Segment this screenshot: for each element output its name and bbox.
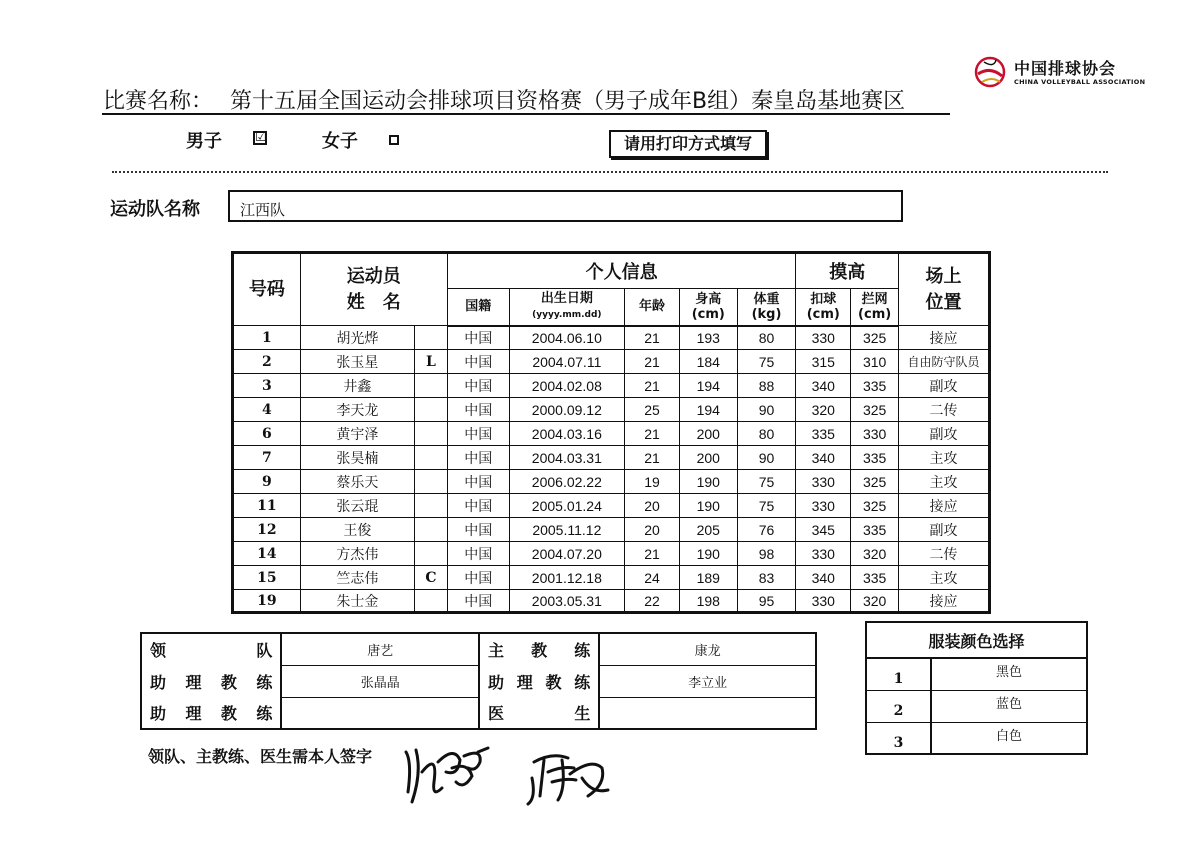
player-age: 20 [625, 518, 680, 542]
player-position: 主攻 [899, 470, 990, 494]
player-number: 15 [233, 566, 301, 590]
player-flag: L [415, 350, 448, 374]
asst-label-3: 教 [220, 672, 237, 692]
leader-label-a: 领 [150, 641, 167, 660]
header-reach: 摸高 [796, 253, 899, 289]
header-athlete [300, 253, 447, 326]
header-block [851, 289, 899, 326]
player-weight: 98 [737, 542, 796, 566]
player-height: 189 [679, 566, 737, 590]
player-nationality: 中国 [447, 398, 509, 422]
asst-label-right-3: 教 [545, 672, 562, 692]
player-block: 325 [851, 326, 899, 350]
male-checkbox[interactable]: ☑ [255, 130, 267, 145]
player-flag [415, 518, 448, 542]
player-weight: 76 [737, 518, 796, 542]
head-coach-label-1: 主 [487, 641, 504, 660]
header-birth-date-label: 出生日期 [540, 290, 593, 306]
player-height: 190 [679, 470, 737, 494]
player-block: 335 [851, 374, 899, 398]
header-height-unit: (cm) [691, 306, 725, 322]
player-spike: 330 [796, 470, 851, 494]
dotted-divider [112, 171, 1108, 173]
head-coach-label [479, 633, 599, 665]
player-name: 黄宇泽 [300, 422, 414, 446]
player-block: 325 [851, 398, 899, 422]
player-height: 194 [679, 398, 737, 422]
header-height [679, 289, 737, 326]
player-name: 王俊 [300, 518, 414, 542]
player-block: 310 [851, 350, 899, 374]
player-position: 二传 [899, 542, 990, 566]
team-name-label: 运动队名称 [110, 199, 200, 220]
player-height: 198 [679, 590, 737, 613]
header-birth-date-format: (yyyy.mm.dd) [532, 309, 602, 320]
player-block: 330 [851, 422, 899, 446]
header-weight-label: 体重 [753, 291, 780, 307]
header-position-line2: 位置 [925, 291, 962, 313]
player-weight: 75 [737, 470, 796, 494]
player-name: 井鑫 [300, 374, 414, 398]
header-spike-unit: (cm) [806, 306, 840, 322]
leader-name[interactable]: 唐艺 [281, 633, 479, 665]
head-coach-label-2: 教 [531, 641, 548, 660]
player-nationality: 中国 [447, 350, 509, 374]
asst-label-2: 理 [185, 672, 202, 692]
player-weight: 88 [737, 374, 796, 398]
player-name: 蔡乐天 [300, 470, 414, 494]
player-number: 2 [233, 350, 301, 374]
doctor-label-a: 医 [487, 704, 504, 723]
table-row [233, 326, 990, 350]
asst-coach-label-right [479, 665, 599, 697]
player-birth-date: 2006.02.22 [509, 470, 625, 494]
player-birth-date: 2004.07.20 [509, 542, 625, 566]
jersey-color-index: 1 [866, 658, 931, 690]
player-weight: 83 [737, 566, 796, 590]
header-nationality: 国籍 [447, 289, 509, 326]
female-checkbox[interactable] [389, 135, 399, 145]
header-position [899, 253, 990, 326]
player-spike: 330 [796, 494, 851, 518]
player-age: 21 [625, 446, 680, 470]
player-height: 194 [679, 374, 737, 398]
player-age: 25 [625, 398, 680, 422]
header-spike-label: 扣球 [810, 291, 837, 307]
player-nationality: 中国 [447, 470, 509, 494]
player-position: 副攻 [899, 374, 990, 398]
player-nationality: 中国 [447, 542, 509, 566]
leader-label [141, 633, 281, 665]
player-spike: 315 [796, 350, 851, 374]
jersey-color-table [865, 621, 1088, 755]
player-age: 21 [625, 374, 680, 398]
asst-coach-name-1[interactable]: 张晶晶 [281, 665, 479, 697]
head-coach-label-3: 练 [574, 641, 591, 660]
asst-coach-name-2[interactable] [281, 697, 479, 729]
team-name-field[interactable] [228, 190, 903, 222]
player-name: 张玉星 [300, 350, 414, 374]
player-nationality: 中国 [447, 590, 509, 613]
player-weight: 75 [737, 350, 796, 374]
doctor-label-b: 生 [574, 704, 591, 723]
player-name: 张昊楠 [300, 446, 414, 470]
player-height: 184 [679, 350, 737, 374]
asst-label-1: 助 [150, 672, 167, 692]
player-position: 二传 [899, 398, 990, 422]
player-nationality: 中国 [447, 446, 509, 470]
player-weight: 80 [737, 326, 796, 350]
handwritten-signature-2 [522, 738, 612, 808]
player-birth-date: 2004.06.10 [509, 326, 625, 350]
player-age: 22 [625, 590, 680, 613]
player-birth-date: 2004.07.11 [509, 350, 625, 374]
cva-logo [970, 52, 1146, 92]
player-flag [415, 470, 448, 494]
player-block: 320 [851, 590, 899, 613]
player-birth-date: 2001.12.18 [509, 566, 625, 590]
player-height: 190 [679, 542, 737, 566]
player-block: 325 [851, 470, 899, 494]
male-label: 男子 [186, 131, 222, 152]
asst-coach-label [141, 665, 281, 697]
player-position: 主攻 [899, 566, 990, 590]
player-block: 335 [851, 446, 899, 470]
match-name-underline [102, 113, 950, 115]
asst-coach-label-2 [141, 697, 281, 729]
player-flag [415, 326, 448, 350]
logo-english-text: CHINA VOLLEYBALL ASSOCIATION [1014, 78, 1146, 86]
player-position: 副攻 [899, 422, 990, 446]
jersey-color-title: 服装颜色选择 [866, 622, 1087, 658]
player-position: 接应 [899, 590, 990, 613]
player-nationality: 中国 [447, 422, 509, 446]
jersey-color-value[interactable]: 黑色 [931, 658, 1087, 690]
player-name: 张云琨 [300, 494, 414, 518]
handwritten-signature-1 [398, 732, 498, 812]
player-spike: 335 [796, 422, 851, 446]
player-weight: 95 [737, 590, 796, 613]
player-block: 320 [851, 542, 899, 566]
header-spike [796, 289, 851, 326]
player-weight: 90 [737, 446, 796, 470]
player-spike: 330 [796, 542, 851, 566]
logo-chinese-text: 中国排球协会 [1014, 59, 1117, 78]
volleyball-logo-icon [974, 56, 1006, 88]
player-number: 11 [233, 494, 301, 518]
player-birth-date: 2005.01.24 [509, 494, 625, 518]
player-flag [415, 542, 448, 566]
header-block-label: 拦网 [861, 291, 888, 307]
header-block-unit: (cm) [858, 306, 892, 322]
player-name: 竺志伟 [300, 566, 414, 590]
head-coach-name[interactable]: 康龙 [599, 633, 816, 665]
doctor-label [479, 697, 599, 729]
player-spike: 340 [796, 446, 851, 470]
player-birth-date: 2003.05.31 [509, 590, 625, 613]
player-birth-date: 2004.03.16 [509, 422, 625, 446]
player-age: 21 [625, 350, 680, 374]
player-name: 胡光烨 [300, 326, 414, 350]
match-name-label: 比赛名称： [103, 89, 214, 114]
asst-label-right-4: 练 [574, 672, 591, 692]
player-block: 335 [851, 566, 899, 590]
player-number: 12 [233, 518, 301, 542]
asst-coach-name-right[interactable]: 李立业 [599, 665, 816, 697]
header-birth-date [509, 289, 625, 326]
player-height: 193 [679, 326, 737, 350]
player-number: 14 [233, 542, 301, 566]
leader-label-b: 队 [256, 641, 273, 660]
table-row [233, 470, 990, 494]
player-spike: 340 [796, 374, 851, 398]
header-weight-unit: (kg) [751, 306, 782, 322]
asst-label-2: 理 [185, 704, 202, 723]
header-athlete-line1: 运动员 [346, 265, 401, 287]
player-nationality: 中国 [447, 566, 509, 590]
player-name: 李天龙 [300, 398, 414, 422]
print-instruction: 请用打印方式填写 [609, 130, 767, 158]
asst-label-4: 练 [256, 672, 273, 692]
table-row [233, 422, 990, 446]
player-number: 9 [233, 470, 301, 494]
player-spike: 330 [796, 326, 851, 350]
player-name: 朱士金 [300, 590, 414, 613]
player-birth-date: 2004.02.08 [509, 374, 625, 398]
match-name-value: 第十五届全国运动会排球项目资格赛（男子成年B组）秦皇岛基地赛区 [230, 89, 906, 114]
roster-table [231, 251, 991, 614]
player-number: 6 [233, 422, 301, 446]
player-height: 200 [679, 422, 737, 446]
player-flag [415, 494, 448, 518]
player-nationality: 中国 [447, 326, 509, 350]
player-nationality: 中国 [447, 374, 509, 398]
player-nationality: 中国 [447, 494, 509, 518]
player-age: 24 [625, 566, 680, 590]
header-athlete-line2: 姓 名 [346, 291, 401, 313]
player-birth-date: 2005.11.12 [509, 518, 625, 542]
player-number: 4 [233, 398, 301, 422]
player-flag [415, 398, 448, 422]
table-row [233, 374, 990, 398]
header-age: 年龄 [625, 289, 680, 326]
table-row [233, 590, 990, 613]
table-row [233, 398, 990, 422]
jersey-color-value[interactable]: 蓝色 [931, 690, 1087, 722]
player-name: 方杰伟 [300, 542, 414, 566]
staff-table [140, 632, 817, 730]
player-flag: C [415, 566, 448, 590]
player-number: 7 [233, 446, 301, 470]
player-birth-date: 2000.09.12 [509, 398, 625, 422]
table-row [233, 494, 990, 518]
player-height: 200 [679, 446, 737, 470]
jersey-color-index: 3 [866, 722, 931, 754]
table-row [233, 518, 990, 542]
table-row [233, 566, 990, 590]
asst-label-right-1: 助 [487, 672, 504, 692]
player-flag [415, 422, 448, 446]
player-spike: 320 [796, 398, 851, 422]
jersey-color-value[interactable]: 白色 [931, 722, 1087, 754]
asst-label-1: 助 [150, 704, 167, 723]
player-height: 205 [679, 518, 737, 542]
asst-label-4: 练 [256, 704, 273, 723]
player-number: 3 [233, 374, 301, 398]
player-spike: 345 [796, 518, 851, 542]
player-age: 21 [625, 542, 680, 566]
table-row [233, 446, 990, 470]
jersey-color-index: 2 [866, 690, 931, 722]
table-row [233, 350, 990, 374]
player-spike: 330 [796, 590, 851, 613]
player-number: 1 [233, 326, 301, 350]
header-number: 号码 [233, 253, 301, 326]
player-age: 20 [625, 494, 680, 518]
player-flag [415, 446, 448, 470]
player-weight: 75 [737, 494, 796, 518]
player-age: 21 [625, 422, 680, 446]
player-block: 325 [851, 494, 899, 518]
player-weight: 80 [737, 422, 796, 446]
asst-label-right-2: 理 [516, 672, 533, 692]
player-nationality: 中国 [447, 518, 509, 542]
team-name-value: 江西队 [240, 201, 286, 219]
player-position: 副攻 [899, 518, 990, 542]
asst-label-3: 教 [220, 704, 237, 723]
player-position: 接应 [899, 326, 990, 350]
player-position: 主攻 [899, 446, 990, 470]
header-weight [737, 289, 796, 326]
header-position-line1: 场上 [925, 265, 962, 287]
player-number: 19 [233, 590, 301, 613]
table-row [233, 542, 990, 566]
player-age: 21 [625, 326, 680, 350]
female-label: 女子 [322, 131, 358, 152]
player-position: 接应 [899, 494, 990, 518]
player-weight: 90 [737, 398, 796, 422]
player-birth-date: 2004.03.31 [509, 446, 625, 470]
player-height: 190 [679, 494, 737, 518]
player-flag [415, 590, 448, 613]
player-position: 自由防守队员 [899, 350, 990, 374]
player-flag [415, 374, 448, 398]
player-age: 19 [625, 470, 680, 494]
player-spike: 340 [796, 566, 851, 590]
header-personal-info: 个人信息 [447, 253, 796, 289]
doctor-name[interactable] [599, 697, 816, 729]
header-height-label: 身高 [695, 291, 722, 307]
signature-label: 领队、主教练、医生需本人签字 [148, 747, 373, 766]
player-block: 335 [851, 518, 899, 542]
